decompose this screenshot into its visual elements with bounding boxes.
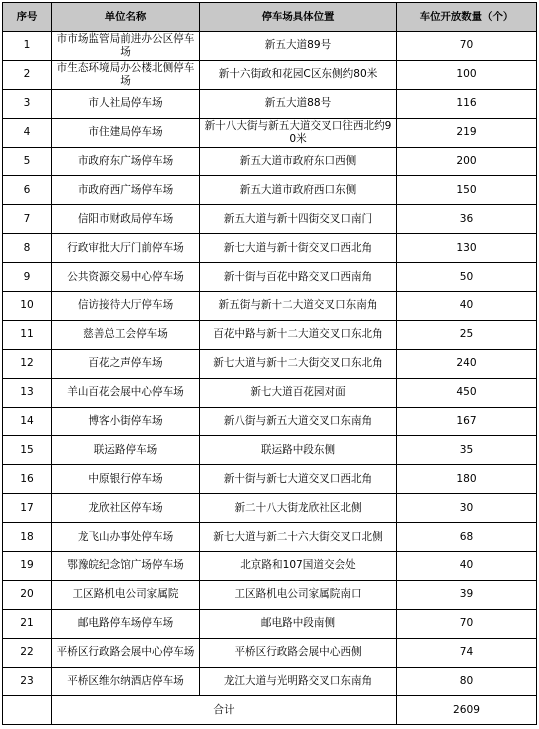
table-header-row (3, 3, 537, 32)
table-row (3, 378, 537, 407)
cell-location: 新十八大街与新五大道交叉口往西北约90米 (200, 118, 397, 147)
cell-index: 4 (3, 118, 52, 147)
cell-unit-name: 中原银行停车场 (52, 465, 200, 494)
cell-location: 新十街与百花中路交叉口西南角 (200, 263, 397, 292)
cell-unit-name: 慈善总工会停车场 (52, 320, 200, 349)
cell-unit-name: 公共资源交易中心停车场 (52, 263, 200, 292)
cell-index: 17 (3, 494, 52, 523)
cell-index: 6 (3, 176, 52, 205)
cell-location: 新七大道百花园对面 (200, 378, 397, 407)
cell-location: 新七大道与新十街交叉口西北角 (200, 234, 397, 263)
cell-unit-name: 百花之声停车场 (52, 349, 200, 378)
cell-index: 11 (3, 320, 52, 349)
cell-space-count: 116 (397, 89, 537, 118)
cell-location: 新五大道市政府东口西侧 (200, 147, 397, 176)
table-row (3, 580, 537, 609)
cell-unit-name: 工区路机电公司家属院 (52, 580, 200, 609)
cell-index: 13 (3, 378, 52, 407)
cell-index: 3 (3, 89, 52, 118)
cell-index: 22 (3, 638, 52, 667)
cell-location: 新五大道市政府西口东侧 (200, 176, 397, 205)
cell-unit-name: 市人社局停车场 (52, 89, 200, 118)
cell-unit-name: 博客小街停车场 (52, 407, 200, 436)
cell-unit-name: 信访接待大厅停车场 (52, 292, 200, 321)
cell-space-count: 100 (397, 60, 537, 89)
cell-location: 邮电路中段南侧 (200, 609, 397, 638)
cell-index: 8 (3, 234, 52, 263)
table-row (3, 436, 537, 465)
cell-space-count: 50 (397, 263, 537, 292)
cell-space-count: 219 (397, 118, 537, 147)
cell-location: 联运路中段东侧 (200, 436, 397, 465)
cell-space-count: 450 (397, 378, 537, 407)
cell-space-count: 167 (397, 407, 537, 436)
total-label: 合计 (52, 696, 397, 725)
table-row (3, 638, 537, 667)
cell-location: 新十六街政和花园C区东侧约80米 (200, 60, 397, 89)
cell-index: 1 (3, 32, 52, 61)
table-row (3, 60, 537, 89)
cell-location: 新五大道88号 (200, 89, 397, 118)
cell-space-count: 200 (397, 147, 537, 176)
cell-space-count: 70 (397, 32, 537, 61)
cell-space-count: 30 (397, 494, 537, 523)
cell-index: 23 (3, 667, 52, 696)
cell-index: 9 (3, 263, 52, 292)
cell-index: 18 (3, 523, 52, 552)
cell-space-count: 70 (397, 609, 537, 638)
header-index: 序号 (3, 3, 52, 32)
cell-index: 15 (3, 436, 52, 465)
cell-index: 12 (3, 349, 52, 378)
cell-index: 16 (3, 465, 52, 494)
cell-unit-name: 平桥区行政路会展中心停车场 (52, 638, 200, 667)
total-row (3, 696, 537, 725)
cell-unit-name: 羊山百花会展中心停车场 (52, 378, 200, 407)
cell-location: 新十街与新七大道交叉口西北角 (200, 465, 397, 494)
cell-space-count: 40 (397, 552, 537, 581)
cell-index: 2 (3, 60, 52, 89)
cell-index: 19 (3, 552, 52, 581)
cell-location: 百花中路与新十二大道交叉口东北角 (200, 320, 397, 349)
cell-unit-name: 市住建局停车场 (52, 118, 200, 147)
table-row (3, 118, 537, 147)
cell-unit-name: 龙欣社区停车场 (52, 494, 200, 523)
cell-space-count: 130 (397, 234, 537, 263)
cell-index: 5 (3, 147, 52, 176)
cell-unit-name: 平桥区维尔纳酒店停车场 (52, 667, 200, 696)
cell-location: 工区路机电公司家属院南口 (200, 580, 397, 609)
cell-unit-name: 鄂豫皖纪念馆广场停车场 (52, 552, 200, 581)
total-blank-cell (3, 696, 52, 725)
cell-location: 新七大道与新十二大街交叉口东北角 (200, 349, 397, 378)
header-location: 停车场具体位置 (200, 3, 397, 32)
cell-location: 新八街与新五大道交叉口东南角 (200, 407, 397, 436)
cell-location: 新七大道与新二十六大街交叉口北侧 (200, 523, 397, 552)
table-row (3, 407, 537, 436)
table-row (3, 494, 537, 523)
table-row (3, 349, 537, 378)
cell-space-count: 240 (397, 349, 537, 378)
cell-unit-name: 邮电路停车场停车场 (52, 609, 200, 638)
cell-unit-name: 行政审批大厅门前停车场 (52, 234, 200, 263)
cell-location: 平桥区行政路会展中心西侧 (200, 638, 397, 667)
table-row (3, 609, 537, 638)
table-row (3, 89, 537, 118)
table-row (3, 176, 537, 205)
header-space-count: 车位开放数量（个） (397, 3, 537, 32)
cell-unit-name: 市生态环境局办公楼北侧停车场 (52, 60, 200, 89)
cell-index: 7 (3, 205, 52, 234)
cell-space-count: 68 (397, 523, 537, 552)
table-row (3, 465, 537, 494)
cell-unit-name: 龙飞山办事处停车场 (52, 523, 200, 552)
cell-location: 新五街与新十二大道交叉口东南角 (200, 292, 397, 321)
table-row (3, 263, 537, 292)
cell-space-count: 150 (397, 176, 537, 205)
table-row (3, 523, 537, 552)
cell-unit-name: 联运路停车场 (52, 436, 200, 465)
cell-unit-name: 市政府西广场停车场 (52, 176, 200, 205)
total-value: 2609 (397, 696, 537, 725)
cell-location: 龙江大道与光明路交叉口东南角 (200, 667, 397, 696)
cell-location: 新五大道与新十四街交叉口南门 (200, 205, 397, 234)
cell-unit-name: 市政府东广场停车场 (52, 147, 200, 176)
table-row (3, 147, 537, 176)
cell-space-count: 80 (397, 667, 537, 696)
table-row (3, 320, 537, 349)
cell-unit-name: 信阳市财政局停车场 (52, 205, 200, 234)
table-row (3, 292, 537, 321)
cell-space-count: 35 (397, 436, 537, 465)
cell-space-count: 36 (397, 205, 537, 234)
cell-space-count: 74 (397, 638, 537, 667)
cell-index: 20 (3, 580, 52, 609)
cell-space-count: 25 (397, 320, 537, 349)
cell-unit-name: 市市场监管局前进办公区停车场 (52, 32, 200, 61)
cell-index: 21 (3, 609, 52, 638)
table-row (3, 32, 537, 61)
cell-space-count: 40 (397, 292, 537, 321)
cell-location: 新二十八大街龙欣社区北侧 (200, 494, 397, 523)
cell-index: 10 (3, 292, 52, 321)
parking-lot-table (2, 2, 537, 725)
cell-space-count: 180 (397, 465, 537, 494)
cell-location: 新五大道89号 (200, 32, 397, 61)
table-row (3, 667, 537, 696)
cell-location: 北京路和107国道交会处 (200, 552, 397, 581)
table-row (3, 205, 537, 234)
cell-space-count: 39 (397, 580, 537, 609)
table-body (3, 32, 537, 725)
header-unit-name: 单位名称 (52, 3, 200, 32)
table-row (3, 234, 537, 263)
table-row (3, 552, 537, 581)
cell-index: 14 (3, 407, 52, 436)
